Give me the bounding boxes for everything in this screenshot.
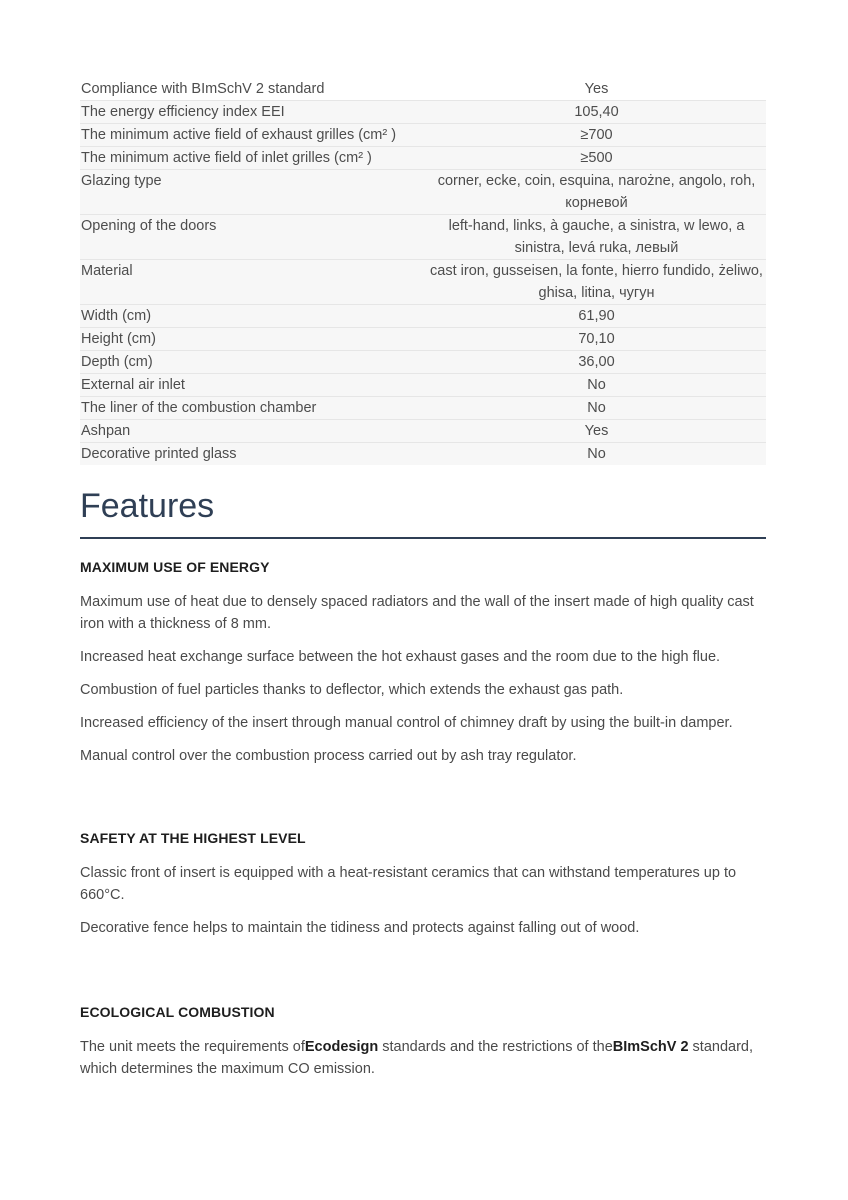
spec-label: Depth (cm) <box>80 351 427 374</box>
spec-label: The minimum active field of exhaust grilles (cm² ) <box>80 124 427 147</box>
eco-text-part: standard, which determines the maximum CO emission. <box>80 1039 754 1077</box>
paragraph <box>80 1036 766 1080</box>
eco-text-part: The unit meets the requirements of <box>80 1039 305 1055</box>
paragraph: Increased heat exchange surface between the hot exhaust gases and the room due to the high flue. <box>80 649 721 665</box>
spec-value: 61,90 <box>427 305 766 328</box>
specifications-table <box>80 78 766 465</box>
spec-label: Height (cm) <box>80 328 427 351</box>
spec-label: The energy efficiency index EEI <box>80 101 427 124</box>
spec-label: Decorative printed glass <box>81 446 237 462</box>
paragraph: Classic front of insert is equipped with a heat-resistant ceramics that can withstand temperatures up to 660°C. <box>80 865 737 903</box>
spec-row <box>80 124 766 147</box>
spec-row <box>80 443 766 466</box>
section-maximum-use-of-energy <box>80 557 766 767</box>
spec-value: corner, ecke, coin, esquina, narożne, angolo, roh, корневой <box>427 170 766 215</box>
paragraph: Increased efficiency of the insert through manual control of chimney draft by using the built-in damper. <box>80 715 733 731</box>
spec-value: No <box>587 446 606 462</box>
paragraph: Decorative fence helps to maintain the tidiness and protects against falling out of wood. <box>80 920 640 936</box>
spec-label: Opening of the doors <box>80 215 427 260</box>
spec-value: No <box>427 374 766 397</box>
spec-row <box>80 420 766 443</box>
section-spacer <box>80 950 766 984</box>
spec-row <box>80 170 766 215</box>
section-heading: SAFETY AT THE HIGHEST LEVEL <box>80 830 306 846</box>
spec-label: The liner of the combustion chamber <box>80 397 427 420</box>
spec-value: No <box>427 397 766 420</box>
spec-row <box>80 215 766 260</box>
spec-value: 70,10 <box>427 328 766 351</box>
spec-value: 36,00 <box>427 351 766 374</box>
spec-row <box>80 351 766 374</box>
paragraph: Maximum use of heat due to densely spaced radiators and the wall of the insert made of high quality cast iron with a thickness of 8 mm. <box>80 594 754 632</box>
spec-row <box>80 328 766 351</box>
section-heading: ECOLOGICAL COMBUSTION <box>80 1004 275 1020</box>
paragraph: Combustion of fuel particles thanks to deflector, which extends the exhaust gas path. <box>80 682 624 698</box>
spec-value: cast iron, gusseisen, la fonte, hierro fundido, żeliwo, ghisa, litina, чугун <box>427 260 766 305</box>
section-heading: MAXIMUM USE OF ENERGY <box>80 559 270 575</box>
section-safety <box>80 828 766 939</box>
features-heading: Features <box>80 485 766 539</box>
spec-label: External air inlet <box>80 374 427 397</box>
paragraph: Manual control over the combustion process carried out by ash tray regulator. <box>80 748 577 764</box>
spec-value: ≥500 <box>427 147 766 170</box>
spec-value: Yes <box>427 420 766 443</box>
spec-label: Ashpan <box>80 420 427 443</box>
spec-label: The minimum active field of inlet grilles (cm² ) <box>80 147 427 170</box>
bimschv-term: BImSchV 2 <box>612 1039 689 1055</box>
spec-row <box>80 101 766 124</box>
spec-row <box>80 374 766 397</box>
document-page <box>80 78 766 1091</box>
spec-label: Compliance with BImSchV 2 standard <box>80 78 427 101</box>
section-spacer <box>80 778 766 810</box>
spec-value: 105,40 <box>427 101 766 124</box>
spec-value: left-hand, links, à gauche, a sinistra, w lewo, a sinistra, levá ruka, левый <box>427 215 766 260</box>
ecodesign-term: Ecodesign <box>304 1039 379 1055</box>
spec-row <box>80 305 766 328</box>
spec-label: Width (cm) <box>80 305 427 328</box>
spec-row <box>80 147 766 170</box>
spec-value: ≥700 <box>427 124 766 147</box>
spec-label: Material <box>80 260 427 305</box>
spec-label: Glazing type <box>80 170 427 215</box>
spec-value: Yes <box>427 78 766 101</box>
spec-row <box>80 78 766 101</box>
spec-row <box>80 260 766 305</box>
eco-text-part: standards and the restrictions of the <box>378 1039 613 1055</box>
spec-row <box>80 397 766 420</box>
section-ecological-combustion <box>80 1002 766 1080</box>
